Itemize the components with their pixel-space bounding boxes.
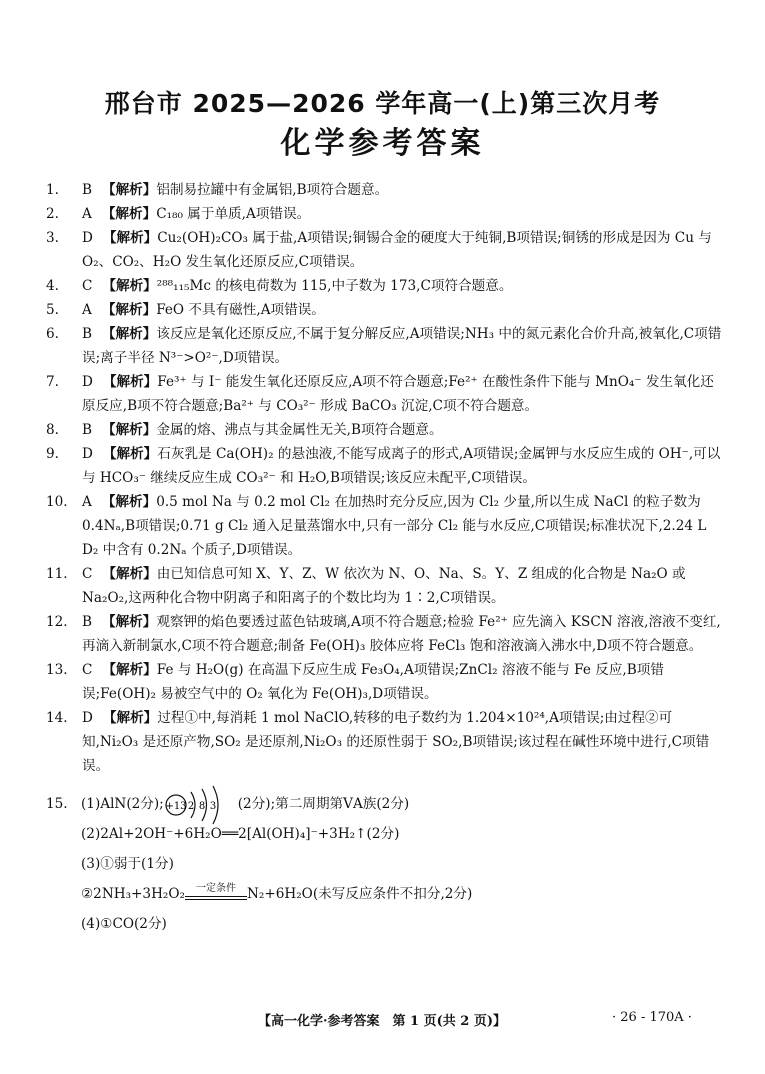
footer-code: · 26 - 170A · [612, 1010, 692, 1025]
item-text: 0.5 mol Na 与 0.2 mol Cl₂ 在加热时充分反应,因为 Cl₂ 少量,所以生成 NaCl 的粒子数为 0.4Nₐ,B项错误;0.71 g Cl₂ 通入足量蒸馏水中,只有一部分 Cl₂ 能与水反应,C项错误;标准状况下,2.24 L D₂ 中含有 0.2Nₐ 个质子,D项错误。 [82, 494, 707, 558]
q15-part-3b [81, 882, 726, 906]
analysis-tag: 【解析】 [101, 206, 157, 222]
item-answer: D [82, 230, 93, 246]
shell-electrons-3: 3 [209, 800, 216, 812]
item-text: Fe³⁺ 与 I⁻ 能发生氧化还原反应,A项不符合题意;Fe²⁺ 在酸性条件下能与 MnO₄⁻ 发生氧化还原反应,B项不符合题意;Ba²⁺ 与 CO₃²⁻ 形成 BaCO₃ 沉淀,C项不符合题意。 [82, 374, 714, 414]
item-number: 9. [46, 446, 59, 462]
page-title: 邢台市 2025—2026 学年高一(上)第三次月考 [104, 89, 661, 118]
nucleus-charge: +13 [165, 800, 187, 812]
answer-item-8 [46, 418, 726, 442]
item-answer: D [82, 374, 93, 390]
q15-part-1-text: (1)AlN(2分); [81, 796, 164, 812]
item-text: 过程①中,每消耗 1 mol NaClO,转移的电子数约为 1.204×10²⁴,A项错误;由过程②可知,Ni₂O₃ 是还原产物,SO₂ 是还原剂,Ni₂O₃ 的还原性弱于 SO₂,B项错误;该过程在碱性环境中进行,C项错误。 [82, 710, 710, 774]
item-text: 石灰乳是 Ca(OH)₂ 的悬浊液,不能写成离子的形式,A项错误;金属钾与水反应生成的 OH⁻,可以与 HCO₃⁻ 继续反应生成 CO₃²⁻ 和 H₂O,B项错误;该反应未配平,C项错误。 [82, 446, 721, 486]
q15-part-1 [81, 792, 726, 816]
item-number: 13. [46, 662, 68, 678]
answer-item-15 [46, 792, 726, 936]
analysis-tag: 【解析】 [102, 278, 157, 294]
footer-page-info: 【高一化学·参考答案 第 1 页(共 2 页)】 [258, 1014, 507, 1029]
answer-item-12 [46, 610, 726, 658]
answer-item-11 [46, 562, 726, 610]
item-number: 6. [46, 326, 59, 342]
analysis-tag: 【解析】 [102, 374, 158, 390]
item-text: Cu₂(OH)₂CO₃ 属于盐,A项错误;铜锡合金的硬度大于纯铜,B项错误;铜锈的形成是因为 Cu 与 O₂、CO₂、H₂O 发生氧化还原反应,C项错误。 [82, 230, 712, 270]
item-answer: B [82, 614, 92, 630]
item-answer: B [82, 422, 92, 438]
item-answer: C [82, 566, 93, 582]
item-number: 12. [46, 614, 68, 630]
item-number: 10. [46, 494, 68, 510]
item-answer: C [82, 278, 93, 294]
answer-item-3 [46, 226, 726, 274]
item-answer: A [82, 206, 92, 222]
item-text: Fe 与 H₂O(g) 在高温下反应生成 Fe₃O₄,A项错误;ZnCl₂ 溶液不能与 Fe 反应,B项错误;Fe(OH)₂ 易被空气中的 O₂ 氧化为 Fe(OH)₃,D项错误。 [82, 662, 664, 702]
q15-part-1-text-b: (2分);第二周期第ⅤA族(2分) [237, 796, 410, 812]
q15-part-4: (4)①CO(2分) [81, 916, 167, 932]
answer-item-9 [46, 442, 726, 490]
item-answer: D [82, 710, 93, 726]
item-text: 由已知信息可知 X、Y、Z、W 依次为 N、O、Na、S。Y、Z 组成的化合物是 Na₂O 或 Na₂O₂,这两种化合物中阴离子和阳离子的个数比均为 1∶2,C项错误。 [82, 566, 686, 606]
answer-item-6 [46, 322, 726, 370]
answer-item-5 [46, 298, 726, 322]
analysis-tag: 【解析】 [101, 494, 157, 510]
answer-item-2 [46, 202, 726, 226]
item-text: 观察钾的焰色要透过蓝色钴玻璃,A项不符合题意;检验 Fe²⁺ 应先滴入 KSCN 溶液,溶液不变红,再滴入新制氯水,C项不符合题意;制备 Fe(OH)₃ 胶体应将 FeCl₃ 饱和溶液滴入沸水中,D项不符合题意。 [82, 614, 721, 654]
item-number: 15. [46, 796, 68, 812]
item-number: 11. [46, 566, 68, 582]
analysis-tag: 【解析】 [102, 446, 158, 462]
shell-electrons-1: 2 [187, 800, 194, 812]
item-text: ²⁸⁸₁₁₅Mc 的核电荷数为 115,中子数为 173,C项符合题意。 [156, 278, 513, 294]
item-number: 3. [46, 230, 59, 246]
shell-electrons-2: 8 [198, 800, 205, 812]
item-answer: D [82, 446, 93, 462]
item-answer: C [82, 662, 93, 678]
item-text: 金属的熔、沸点与其金属性无关,B项符合题意。 [156, 422, 443, 438]
item-answer: B [82, 326, 92, 342]
analysis-tag: 【解析】 [102, 566, 157, 582]
item-answer: B [82, 182, 92, 198]
atom-structure-diagram [164, 794, 238, 816]
equation-right: N₂+6H₂O(未写反应条件不扣分,2分) [246, 886, 473, 902]
answer-item-10 [46, 490, 726, 562]
reaction-condition [185, 882, 247, 900]
analysis-tag: 【解析】 [102, 182, 157, 198]
answer-list [46, 178, 726, 936]
answer-item-13 [46, 658, 726, 706]
page-subtitle: 化学参考答案 [280, 126, 485, 161]
analysis-tag: 【解析】 [102, 326, 157, 342]
analysis-tag: 【解析】 [102, 614, 157, 630]
item-answer: A [82, 302, 92, 318]
q15-part-3: (3)①弱于(1分) [81, 856, 174, 872]
item-number: 5. [46, 302, 59, 318]
answer-item-14 [46, 706, 726, 778]
item-number: 8. [46, 422, 59, 438]
analysis-tag: 【解析】 [102, 422, 157, 438]
item-text: FeO 不具有磁性,A项错误。 [156, 302, 325, 318]
item-number: 2. [46, 206, 59, 222]
item-number: 4. [46, 278, 59, 294]
item-text: C₁₈₀ 属于单质,A项错误。 [156, 206, 311, 222]
equation-left: ②2NH₃+3H₂O₂ [81, 886, 185, 902]
item-number: 7. [46, 374, 59, 390]
q15-part-2: (2)2Al+2OH⁻+6H₂O══2[Al(OH)₄]⁻+3H₂↑(2分) [81, 826, 400, 842]
analysis-tag: 【解析】 [101, 302, 157, 318]
analysis-tag: 【解析】 [102, 662, 157, 678]
analysis-tag: 【解析】 [102, 710, 158, 726]
item-text: 该反应是氧化还原反应,不属于复分解反应,A项错误;NH₃ 中的氮元素化合价升高,被氧化,C项错误;离子半径 N³⁻>O²⁻,D项错误。 [82, 326, 722, 366]
answer-item-4 [46, 274, 726, 298]
answer-item-1 [46, 178, 726, 202]
answer-item-7 [46, 370, 726, 418]
item-number: 1. [46, 182, 59, 198]
analysis-tag: 【解析】 [102, 230, 158, 246]
condition-equals-sign [185, 896, 247, 900]
item-text: 铝制易拉罐中有金属铝,B项符合题意。 [156, 182, 389, 198]
condition-text: 一定条件 [195, 882, 236, 894]
item-number: 14. [46, 710, 68, 726]
item-answer: A [82, 494, 92, 510]
